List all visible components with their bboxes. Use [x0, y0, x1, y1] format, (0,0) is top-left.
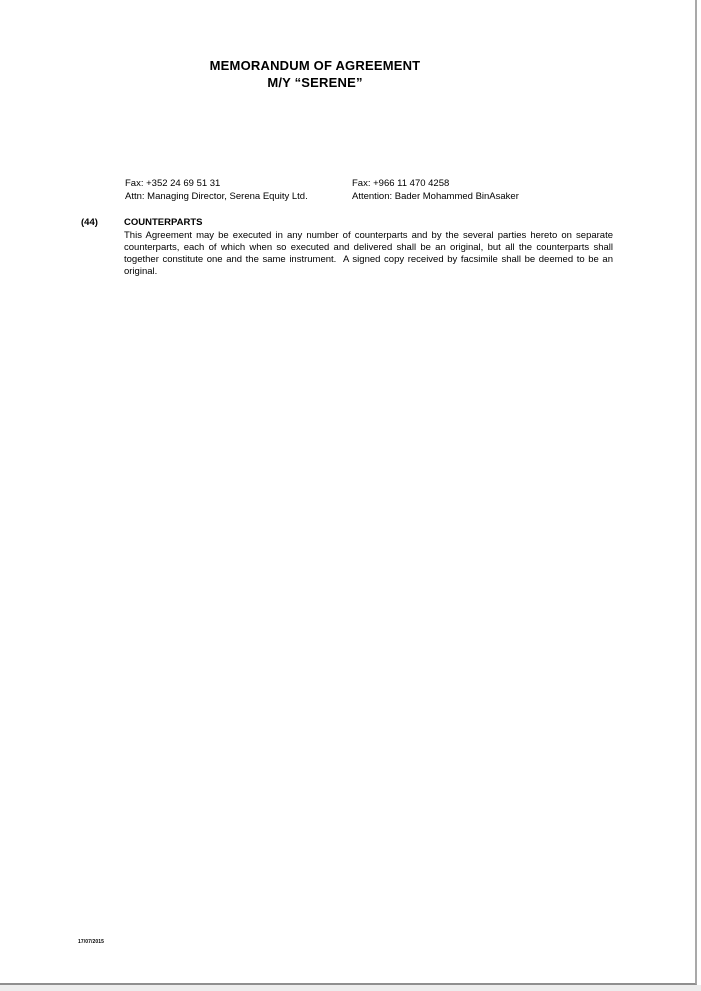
clause-number: (44)	[81, 217, 98, 228]
attn-line-left: Attn: Managing Director, Serena Equity Ltd.	[125, 190, 308, 202]
fax-line-right: Fax: +966 11 470 4258	[352, 178, 450, 189]
contact-right-column	[352, 178, 519, 203]
contact-left-column	[125, 178, 308, 203]
page-title	[0, 57, 630, 91]
title-line-1: MEMORANDUM OF AGREEMENT	[209, 58, 421, 73]
viewer-background-strip	[0, 985, 701, 991]
fax-line-left: Fax: +352 24 69 51 31	[125, 178, 221, 189]
title-line-2: M/Y “SERENE”	[267, 75, 363, 90]
attention-line-right: Attention: Bader Mohammed BinAsaker	[352, 190, 519, 202]
clause-heading: COUNTERPARTS	[124, 217, 203, 228]
clause-body-paragraph: This Agreement may be executed in any number of counterparts and by the several parties hereto on separate counterparts, each of which when so executed and delivered shall be an original, but all the counterparts shall together constitute one and the same instrument. A signed copy received by facsimile shall be deemed to be an original.	[124, 229, 613, 277]
footer-date-stamp: 17/07/2015	[78, 939, 105, 945]
